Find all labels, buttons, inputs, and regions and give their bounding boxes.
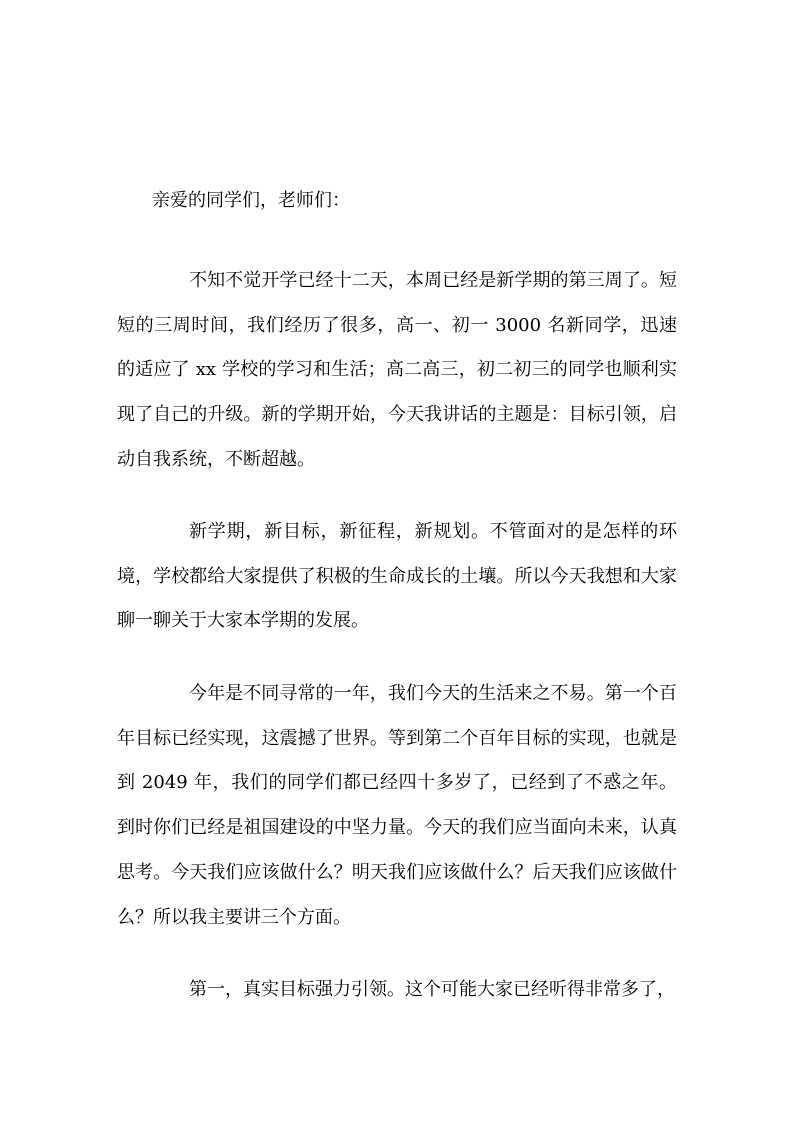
paragraph-3: 今年是不同寻常的一年，我们今天的生活来之不易。第一个百年目标已经实现，这震撼了世界。等到第二个百年目标的实现，也就是到 2049 年，我们的同学们都已经四十多岁了，已经到了不惑之年。到时你们已经是祖国建设的中坚力量。今天的我们应当面向未来，认真思考。今天我们应该做什么？明天我们应该做什么？后天我们应该做什么？所以我主要讲三个方面。 (117, 683, 677, 928)
greeting-line: 亲爱的同学们，老师们： (152, 190, 350, 211)
paragraph-4: 第一，真实目标强力引领。这个可能大家已经听得非常多了， (189, 979, 675, 1000)
paragraph-2: 新学期，新目标，新征程，新规划。不管面对的是怎样的环境，学校都给大家提供了积极的生命成长的土壤。所以今天我想和大家聊一聊关于大家本学期的发展。 (117, 521, 677, 632)
paragraph-1: 不知不觉开学已经十二天，本周已经是新学期的第三周了。短短的三周时间，我们经历了很多，高一、初一 3000 名新同学，迅速的适应了 xx 学校的学习和生活；高二高三，初二初三的同学也顺利实现了自己的升级。新的学期开始，今天我讲话的主题是：目标引领，启动自我系统，不断超越。 (117, 270, 677, 470)
